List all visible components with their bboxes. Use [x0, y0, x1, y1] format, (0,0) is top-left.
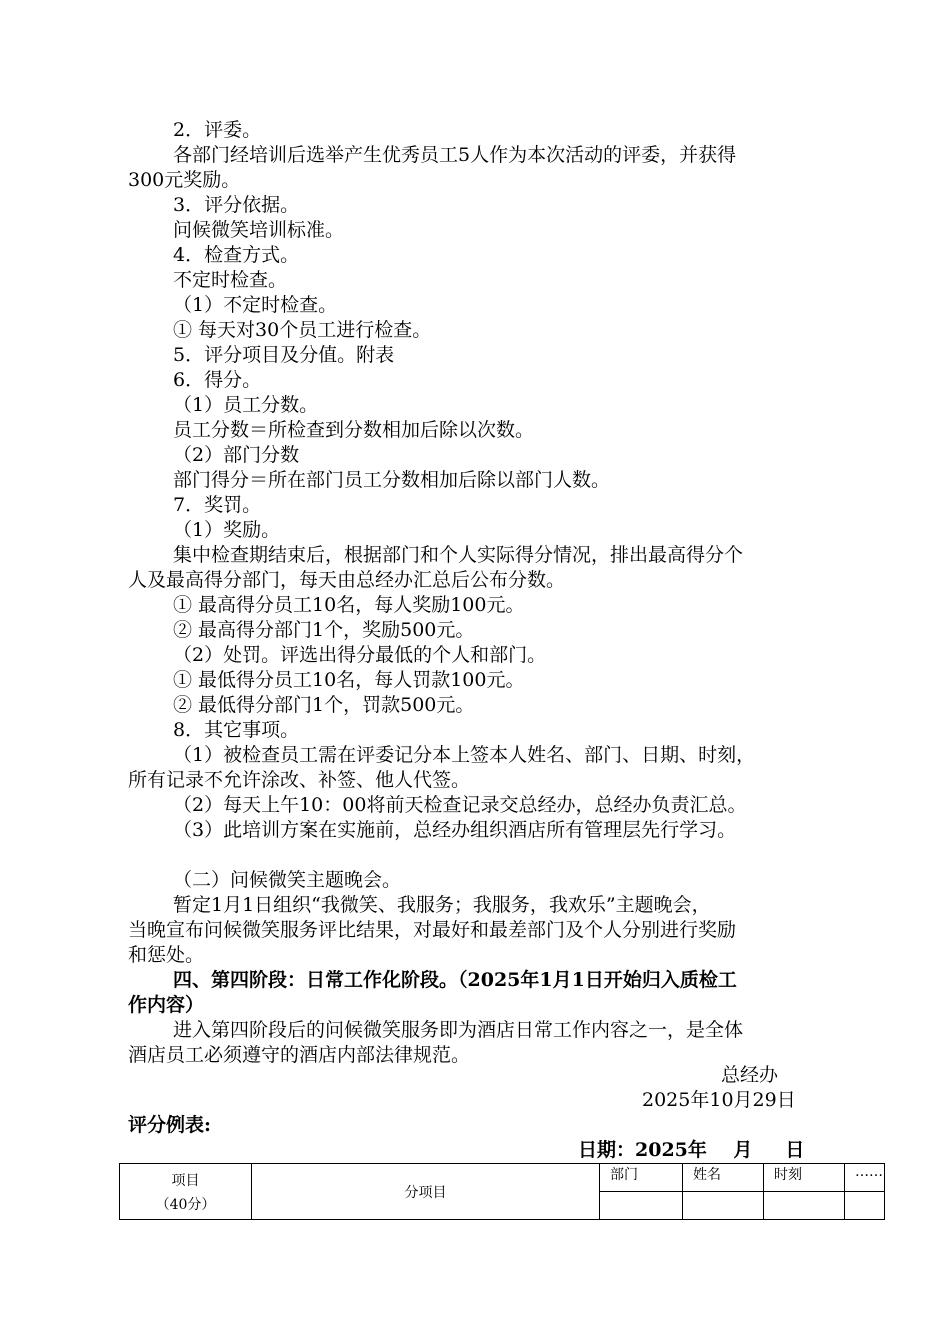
body-line: （2）处罚。评选出得分最低的个人和部门。 [173, 644, 547, 666]
body-line: 不定时检查。 [173, 269, 288, 291]
name-header: 姓名 [683, 1164, 764, 1192]
body-line: 四、第四阶段：日常工作化阶段。（2025年1月1日开始归入质检工 [173, 969, 737, 991]
body-line: 2．评委。 [173, 119, 262, 141]
body-line: 暂定1月1日组织“我微笑、我服务；我服务，我欢乐”主题晚会， [173, 894, 711, 916]
body-line: 3．评分依据。 [173, 194, 300, 216]
body-line: （二）问候微笑主题晚会。 [173, 869, 402, 891]
body-line: 当晚宣布问候微笑服务评比结果，对最好和最差部门及个人分别进行奖励 [128, 919, 737, 941]
body-line: （1）不定时检查。 [173, 294, 338, 316]
body-line: 进入第四阶段后的问候微笑服务即为酒店日常工作内容之一，是全体 [173, 1019, 744, 1041]
body-line: 5．评分项目及分值。附表 [173, 344, 395, 366]
name-cell [683, 1192, 764, 1220]
body-line: 和惩处。 [128, 944, 205, 966]
body-line: （2）每天上午10：00将前天检查记录交总经办，总经办负责汇总。 [173, 794, 747, 816]
body-line: （1）员工分数。 [173, 394, 319, 416]
department-header: 部门 [600, 1164, 683, 1192]
body-line: 人及最高得分部门，每天由总经办汇总后公布分数。 [128, 569, 566, 591]
body-line: ① 最高得分员工10名，每人奖励100元。 [173, 594, 525, 616]
body-line: 作内容） [128, 994, 205, 1016]
item-label: 项目 [171, 1172, 200, 1189]
body-line: 所有记录不允许涂改、补签、他人代签。 [128, 769, 471, 791]
body-line: 7．奖罚。 [173, 494, 262, 516]
body-line: （3）此培训方案在实施前，总经办组织酒店所有管理层先行学习。 [173, 819, 737, 841]
item-points: （40分） [155, 1196, 216, 1213]
body-line: ② 最低得分部门1个，罚款500元。 [173, 694, 475, 716]
item-header-cell [120, 1164, 252, 1220]
body-line: 各部门经培训后选举产生优秀员工5人作为本次活动的评委，并获得 [173, 144, 737, 166]
body-line: 问候微笑培训标准。 [173, 219, 345, 241]
body-line: ② 最高得分部门1个，奖励500元。 [173, 619, 475, 641]
department-cell [600, 1192, 683, 1220]
more-header: …… [845, 1164, 885, 1192]
body-line: 酒店员工必须遵守的酒店内部法律规范。 [128, 1044, 471, 1066]
time-cell [764, 1192, 845, 1220]
more-cell [845, 1192, 885, 1220]
table-row [120, 1164, 885, 1192]
body-line: （1）被检查员工需在评委记分本上签本人姓名、部门、日期、时刻， [173, 744, 756, 766]
table-date: 日期：2025年 月 日 [578, 1139, 805, 1161]
body-line: 8．其它事项。 [173, 719, 300, 741]
signature-date: 2025年10月29日 [642, 1089, 796, 1111]
time-header: 时刻 [764, 1164, 845, 1192]
body-line: 部门得分＝所在部门员工分数相加后除以部门人数。 [173, 469, 611, 491]
body-line: （1）奖励。 [173, 519, 281, 541]
score-table [119, 1163, 885, 1220]
body-line: 员工分数＝所检查到分数相加后除以次数。 [173, 419, 535, 441]
body-line: （2）部门分数 [173, 444, 300, 466]
body-line: 集中检查期结束后，根据部门和个人实际得分情况，排出最高得分个 [173, 544, 744, 566]
table-title: 评分例表: [128, 1114, 212, 1136]
body-line: 4．检查方式。 [173, 244, 300, 266]
body-line: 300元奖励。 [128, 169, 241, 191]
sub-item-header-cell: 分项目 [252, 1164, 600, 1220]
body-line: ① 最低得分员工10名，每人罚款100元。 [173, 669, 525, 691]
signature-office: 总经办 [721, 1064, 779, 1086]
body-line: ① 每天对30个员工进行检查。 [173, 319, 432, 341]
body-line: 6．得分。 [173, 369, 262, 391]
